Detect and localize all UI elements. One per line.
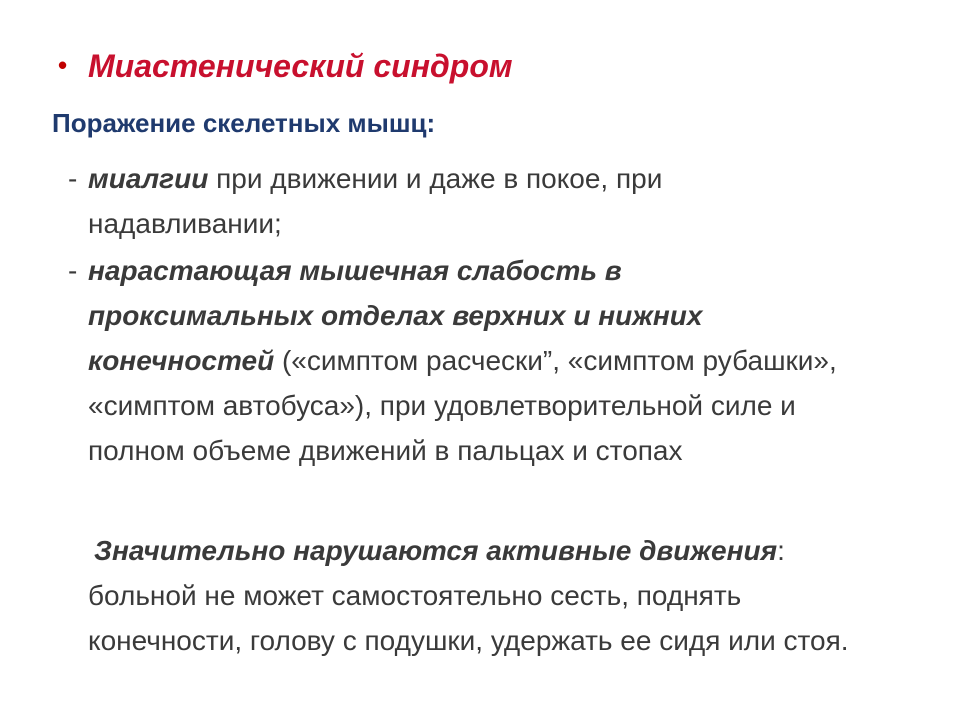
list-item-text [88, 156, 848, 246]
dash-marker: - [68, 163, 78, 194]
slide-title: Миастенический синдром [88, 48, 513, 84]
list-item-text [88, 248, 848, 473]
paragraph-rest: : больной не может самостоятельно сесть, поднять конечности, голову с подушки, удержать ее сидя или стоя. [88, 535, 849, 656]
summary-paragraph [88, 528, 868, 663]
bullet-dot-icon: • [58, 50, 68, 80]
list-item-rest: («симптом расчески”, «симптом рубашки», «симптом автобуса»), при удовлетворительной силе и полном объеме движений в пальцах и стопах [88, 345, 837, 466]
list-item [68, 248, 888, 518]
slide-subtitle: Поражение скелетных мышц: [52, 108, 436, 138]
list-item [68, 156, 888, 246]
paragraph-emphasis: Значительно нарушаются активные движения [94, 535, 778, 566]
list-item-emphasis: миалгии [88, 163, 209, 194]
list-item-emphasis: нарастающая мышечная слабость в проксимальных отделах верхних и нижних конечностей [88, 255, 703, 376]
list-item-rest: при движении и даже в покое, при надавливании; [88, 163, 663, 239]
dash-marker: - [68, 255, 78, 286]
